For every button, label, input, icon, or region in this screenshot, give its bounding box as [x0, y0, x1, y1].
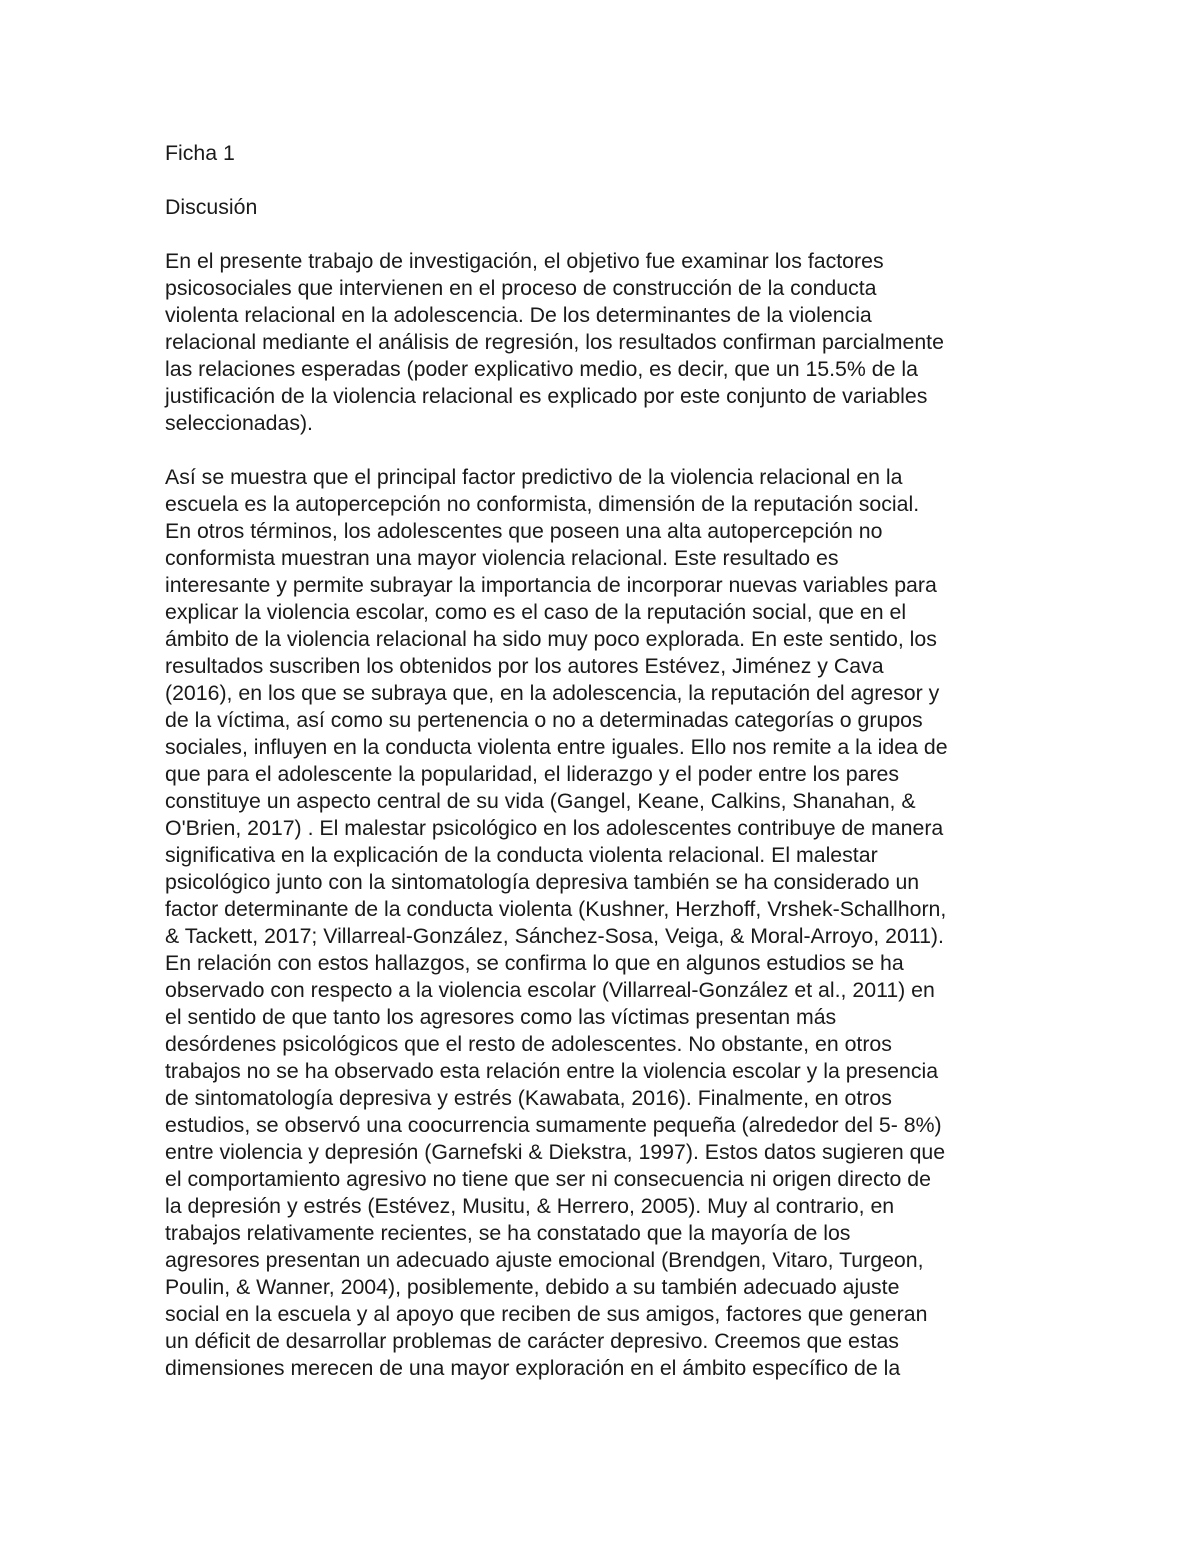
paragraph-line: factor determinante de la conducta violenta (Kushner, Herzhoff, Vrshek-Schallhorn, [165, 897, 947, 921]
paragraph-line: trabajos relativamente recientes, se ha constatado que la mayoría de los [165, 1221, 851, 1245]
paragraph-line: dimensiones merecen de una mayor exploración en el ámbito específico de la [165, 1356, 901, 1380]
paragraph-line: el comportamiento agresivo no tiene que ser ni consecuencia ni origen directo de [165, 1167, 931, 1191]
document-body [165, 248, 1045, 1382]
paragraph-line: sociales, influyen en la conducta violenta entre iguales. Ello nos remite a la idea de [165, 735, 948, 759]
paragraph-line: trabajos no se ha observado esta relación entre la violencia escolar y la presencia [165, 1059, 939, 1083]
paragraph-line: observado con respecto a la violencia escolar (Villarreal-González et al., 2011) en [165, 978, 935, 1002]
paragraph-line: resultados suscriben los obtenidos por los autores Estévez, Jiménez y Cava [165, 654, 884, 678]
paragraph-line: O'Brien, 2017) . El malestar psicológico en los adolescentes contribuye de manera [165, 816, 944, 840]
paragraph-line: de la víctima, así como su pertenencia o no a determinadas categorías o grupos [165, 708, 923, 732]
paragraph-line: interesante y permite subrayar la importancia de incorporar nuevas variables para [165, 573, 937, 597]
paragraph-line: desórdenes psicológicos que el resto de adolescentes. No obstante, en otros [165, 1032, 892, 1056]
paragraph-line: Poulin, & Wanner, 2004), posiblemente, debido a su también adecuado ajuste [165, 1275, 900, 1299]
document-title: Ficha 1 [165, 141, 235, 165]
section-heading: Discusión [165, 195, 258, 219]
paragraph-line: social en la escuela y al apoyo que reciben de sus amigos, factores que generan [165, 1302, 928, 1326]
paragraph-line: (2016), en los que se subraya que, en la adolescencia, la reputación del agresor y [165, 681, 940, 705]
paragraph-line: ámbito de la violencia relacional ha sido muy poco explorada. En este sentido, los [165, 627, 937, 651]
paragraph-line: En el presente trabajo de investigación, el objetivo fue examinar los factores [165, 249, 884, 273]
document-page [165, 140, 1045, 1409]
paragraph-line: psicosociales que intervienen en el proceso de construcción de la conducta [165, 276, 877, 300]
paragraph-line: relacional mediante el análisis de regresión, los resultados confirman parcialmente [165, 330, 944, 354]
paragraph-line: constituye un aspecto central de su vida (Gangel, Keane, Calkins, Shanahan, & [165, 789, 916, 813]
paragraph-line: un déficit de desarrollar problemas de carácter depresivo. Creemos que estas [165, 1329, 899, 1353]
paragraph-line: el sentido de que tanto los agresores como las víctimas presentan más [165, 1005, 837, 1029]
paragraph-line: explicar la violencia escolar, como es el caso de la reputación social, que en el [165, 600, 907, 624]
paragraph-line: que para el adolescente la popularidad, el liderazgo y el poder entre los pares [165, 762, 900, 786]
paragraph-line: conformista muestran una mayor violencia relacional. Este resultado es [165, 546, 839, 570]
paragraph-line: significativa en la explicación de la conducta violenta relacional. El malestar [165, 843, 878, 867]
paragraph-line: En otros términos, los adolescentes que poseen una alta autopercepción no [165, 519, 883, 543]
paragraph-line: En relación con estos hallazgos, se confirma lo que en algunos estudios se ha [165, 951, 904, 975]
paragraph-line: de sintomatología depresiva y estrés (Kawabata, 2016). Finalmente, en otros [165, 1086, 892, 1110]
paragraph-line: seleccionadas). [165, 411, 313, 435]
paragraph-line: escuela es la autopercepción no conformista, dimensión de la reputación social. [165, 492, 920, 516]
paragraph-line: psicológico junto con la sintomatología depresiva también se ha considerado un [165, 870, 920, 894]
paragraph-line: justificación de la violencia relacional es explicado por este conjunto de variables [165, 384, 928, 408]
paragraph-line: agresores presentan un adecuado ajuste emocional (Brendgen, Vitaro, Turgeon, [165, 1248, 924, 1272]
paragraph [165, 248, 1045, 437]
paragraph-line: las relaciones esperadas (poder explicativo medio, es decir, que un 15.5% de la [165, 357, 918, 381]
paragraph-line: Así se muestra que el principal factor predictivo de la violencia relacional en la [165, 465, 903, 489]
paragraph [165, 464, 1045, 1382]
paragraph-line: la depresión y estrés (Estévez, Musitu, & Herrero, 2005). Muy al contrario, en [165, 1194, 895, 1218]
paragraph-line: estudios, se observó una coocurrencia sumamente pequeña (alrededor del 5- 8%) [165, 1113, 942, 1137]
paragraph-line: violenta relacional en la adolescencia. De los determinantes de la violencia [165, 303, 872, 327]
paragraph-line: & Tackett, 2017; Villarreal-González, Sánchez-Sosa, Veiga, & Moral-Arroyo, 2011). [165, 924, 944, 948]
paragraph-line: entre violencia y depresión (Garnefski & Diekstra, 1997). Estos datos sugieren que [165, 1140, 946, 1164]
